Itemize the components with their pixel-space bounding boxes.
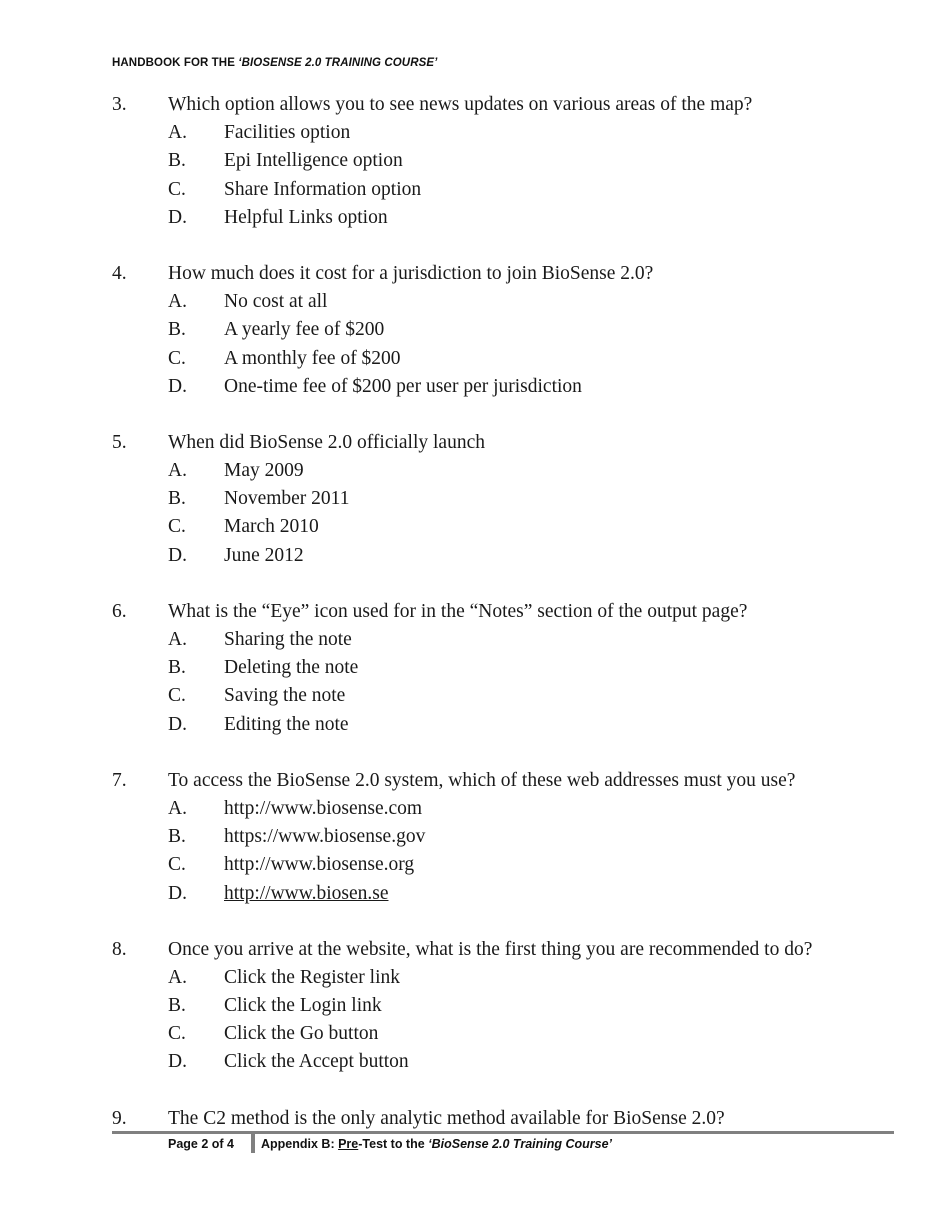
question-number: 9. [112,1107,127,1129]
option-letter: A. [168,797,187,819]
running-header [112,57,437,69]
option-b [112,654,912,682]
option-d [112,542,912,570]
option-letter: C. [168,685,186,707]
option-d [112,880,912,908]
question-6 [112,598,912,739]
option-c [112,1020,912,1048]
option-d [112,711,912,739]
option-text: Click the Register link [224,966,401,988]
option-letter: C. [168,854,186,876]
option-text: June 2012 [224,544,304,566]
option-text: No cost at all [224,291,328,313]
option-a [112,288,912,316]
option-b [112,147,912,175]
footer-title [261,1137,612,1151]
option-letter: D. [168,713,187,735]
question-text: When did BioSense 2.0 officially launch [168,431,485,453]
option-letter: B. [168,488,186,510]
option-text: Click the Go button [224,1023,379,1045]
option-c [112,176,912,204]
option-text: Click the Accept button [224,1051,409,1073]
question-4 [112,260,912,401]
question-list [112,91,912,1161]
option-text: Share Information option [224,178,422,200]
option-b [112,316,912,344]
option-letter: C. [168,516,186,538]
option-text: May 2009 [224,460,304,482]
option-d [112,204,912,232]
option-c [112,345,912,373]
question-5 [112,429,912,570]
option-text: March 2010 [224,516,319,538]
option-letter: C. [168,1023,186,1045]
question-text: Once you arrive at the website, what is the first thing you are recommended to do? [168,938,813,960]
footer-course: ‘BioSense 2.0 Training Course’ [428,1137,613,1151]
option-b [112,485,912,513]
option-a [112,964,912,992]
question-number: 8. [112,938,127,960]
page-number: Page 2 of 4 [168,1137,234,1151]
option-text: http://www.biosense.org [224,854,415,876]
option-letter: B. [168,150,186,172]
option-letter: B. [168,657,186,679]
footer-separator [251,1134,255,1153]
option-c [112,851,912,879]
option-c [112,513,912,541]
option-a [112,795,912,823]
option-c [112,682,912,710]
option-text: http://www.biosense.com [224,797,423,819]
footer-test-to: -Test to the [358,1137,429,1151]
question-3 [112,91,912,232]
option-text: Sharing the note [224,629,352,650]
footer-appendix: Appendix B: [261,1137,339,1151]
question-number: 4. [112,262,127,284]
option-text: Helpful Links option [224,206,388,228]
question-text: How much does it cost for a jurisdiction to join BioSense 2.0? [168,262,654,284]
option-a [112,626,912,654]
question-number: 5. [112,431,127,453]
option-letter: D. [168,882,187,904]
option-text: https://www.biosense.gov [224,826,426,848]
option-letter: A. [168,291,187,313]
question-9 [112,1105,912,1133]
option-text: A monthly fee of $200 [224,347,401,369]
question-7 [112,767,912,908]
option-letter: B. [168,995,186,1017]
question-text: To access the BioSense 2.0 system, which of these web addresses must you use? [168,769,796,791]
option-text: A yearly fee of $200 [224,319,385,341]
option-text: Epi Intelligence option [224,150,403,172]
option-text: November 2011 [224,488,350,510]
question-number: 3. [112,94,127,115]
option-letter: A. [168,460,187,482]
option-d [112,1048,912,1076]
option-text: One-time fee of $200 per user per jurisdiction [224,375,582,397]
question-text: What is the “Eye” icon used for in the “Notes” section of the output page? [168,600,748,622]
option-letter: D. [168,1051,187,1073]
url-link[interactable]: http://www.biosen.se [224,882,389,904]
option-text: Deleting the note [224,657,359,679]
option-text: Saving the note [224,685,346,707]
option-letter: D. [168,375,187,397]
option-letter: C. [168,347,186,369]
option-a [112,457,912,485]
question-8 [112,936,912,1077]
option-b [112,992,912,1020]
header-title: ‘BIOSENSE 2.0 TRAINING COURSE’ [238,57,438,69]
option-letter: A. [168,629,187,650]
option-text: Click the Login link [224,995,382,1017]
question-number: 6. [112,600,127,622]
option-letter: B. [168,826,186,848]
question-text: Which option allows you to see news updates on various areas of the map? [168,94,753,115]
header-prefix: HANDBOOK FOR THE [112,57,239,69]
option-a [112,119,912,147]
option-letter: A. [168,966,187,988]
option-b [112,823,912,851]
option-letter: D. [168,544,187,566]
option-d [112,373,912,401]
option-text: Editing the note [224,713,349,735]
question-number: 7. [112,769,127,791]
option-letter: C. [168,178,186,200]
question-text: The C2 method is the only analytic method available for BioSense 2.0? [168,1107,725,1129]
footer-pre: Pre [338,1137,359,1151]
option-text: Facilities option [224,122,351,144]
option-letter: B. [168,319,186,341]
option-letter: A. [168,122,187,144]
footer-rule [112,1131,894,1134]
option-letter: D. [168,206,187,228]
